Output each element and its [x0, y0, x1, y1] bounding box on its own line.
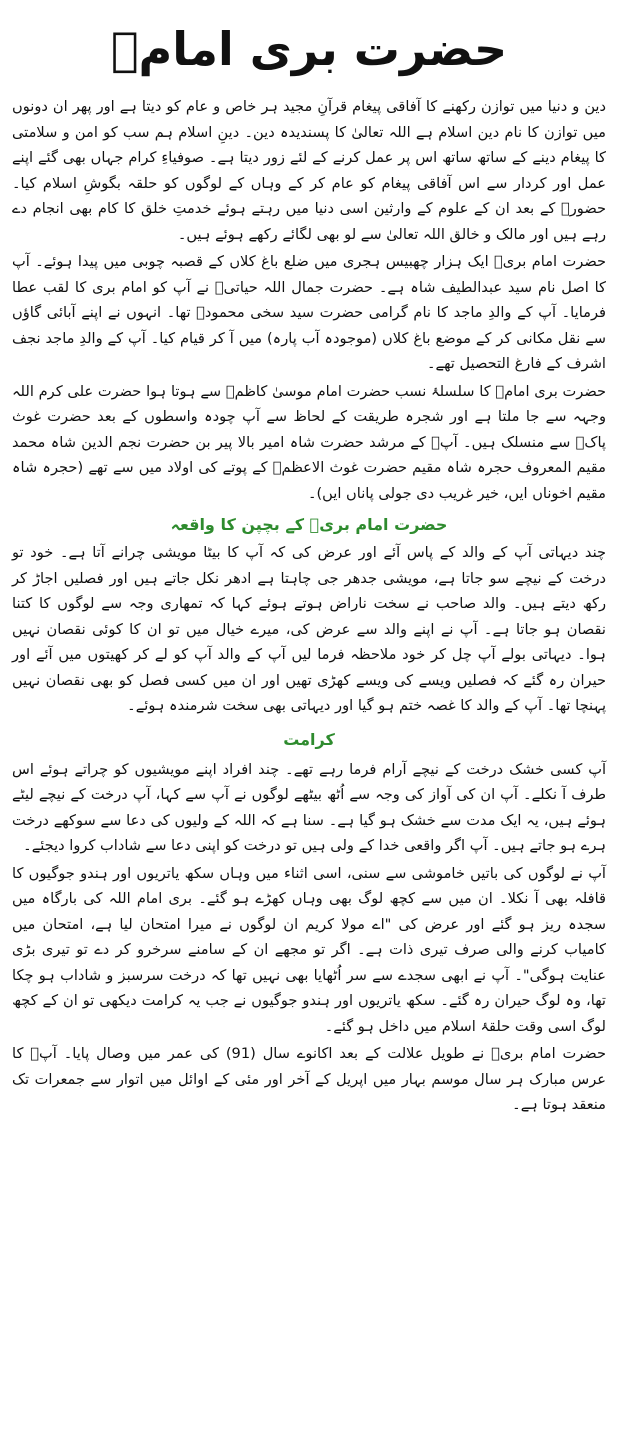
section-heading-karamat: کرامت: [283, 729, 335, 749]
closing-paragraph: حضرت امام بریؒ نے طویل علالت کے بعد اکانوے سال (91) کی عمر میں وصال پایا۔ آپؒ کا عرس مبارک ہر سال موسم بہار میں اپریل کے آخر اور مئی کے اوائل میں اتوار سے جمعرات تک منعقد ہوتا ہے۔: [12, 1045, 606, 1113]
karamat-paragraph-2: آپ نے لوگوں کی باتیں خاموشی سے سنی، اسی اثناء میں وہاں سکھ یاتریوں اور ہندو جوگیوں کا قافلہ بھی آ نکلا۔ ان میں سے کچھ لوگ بھی وہاں کھڑے ہو گئے۔ بری امام اللہ کی بارگاہ میں سجدہ ریز ہو گئے اور عرض کی "اے مولا کریم ان لوگوں نے میرا امتحان لیا ہے، امتحان میں کامیاب کرنے والی صرف تیری ذات ہے۔ اگر تو مجھے ان کے سامنے سرخرو کر دے تو تیری بڑی عنایت ہوگی"۔ آپ نے ابھی سجدے سے سر اُٹھایا بھی نہیں تھا کہ درخت سرسبز و شاداب ہو چکا تھا، وہ لوگ حیران رہ گئے۔ سکھ یاتریوں اور ہندو جوگیوں نے جب یہ کرامت دیکھی تو ان کے کچھ لوگ اسی وقت حلقۂ اسلام میں داخل ہو گئے۔: [12, 864, 606, 1035]
intro-paragraph-2: حضرت امام بریؒ ایک ہزار چھبیس ہجری میں ضلع باغ کلاں کے قصبہ چوبی میں پیدا ہوئے۔ آپ کا اصل نام سید عبدالطیف شاہ ہے۔ حضرت جمال اللہ حیاتیؒ نے آپ کو امام بری کا لقب عطا فرمایا۔ آپ کے والدِ ماجد کا نام گرامی حضرت سید سخی محمودؒ تھا۔ انہوں نے اپنے آبائی گاؤں سے نقل مکانی کر کے موضع باغ کلاں (موجودہ آب پارہ) میں آ کر قیام کیا۔ آپ کے والدِ ماجد نجف اشرف کے فارغ التحصیل تھے۔: [12, 253, 606, 372]
karamat-paragraph-1: آپ کسی خشک درخت کے نیچے آرام فرما رہے تھے۔ چند افراد اپنے مویشیوں کو چراتے ہوئے اس طرف آ نکلے۔ آپ ان کی آواز کی وجہ سے اُٹھ بیٹھے لوگوں نے آپ سے کہا، آپ درخت کے نیچے لیٹے ہوئے ہیں، یہ ایک مدت سے خشک ہو گیا ہے۔ سنا ہے کہ اللہ کے ولیوں کی دعا سے سوکھے درخت ہرے ہو جاتے ہیں۔ آپ اگر واقعی خدا کے ولی ہیں تو درخت کو اپنی دعا سے شاداب کروا دیجئے۔: [12, 760, 606, 854]
intro-paragraph-3: حضرت بری امامؒ کا سلسلۂ نسب حضرت امام موسیٰ کاظمؒ سے ہوتا ہوا حضرت علی کرم اللہ وجہہ سے جا ملتا ہے اور شجرہ طریقت کے لحاظ سے آپ چودہ واسطوں کے بعد حضرت غوث پاکؒ سے منسلک ہیں۔ آپؒ کے مرشد حضرت شاہ امیر بالا پیر بن حضرت نجم الدین شاہ محمد مقیم المعروف حجرہ شاہ مقیم حضرت غوث الاعظمؒ کے پوتے کی اولاد میں سے تھے (حجرہ شاہ مقیم اخوناں ایں، خیر غریب دی جولی پاناں ایں)۔: [12, 382, 606, 502]
section-heading-childhood: حضرت امام بریؒ کے بچپن کا واقعہ: [170, 515, 448, 534]
intro-paragraph-1: دین و دنیا میں توازن رکھنے کا آفاقی پیغام قرآنِ مجید ہر خاص و عام کو دیتا ہے اور پھر ان دونوں میں توازن کا نام دین اسلام ہے اللہ تعالیٰ کا پسندیدہ دین۔ دینِ اسلام ہم سب کو امن و سلامتی کا پیغام دینے کے ساتھ ساتھ اس پر عمل کرنے کے لئے زور دیتا ہے۔ صوفیاءِ کرام جہاں بھی گئے اپنے عمل اور کردار سے اس آفاقی پیغام کو عام کر کے وہاں کے لوگوں کو حلقہ بگوشِ اسلام کیا۔ حضورؐ کے بعد ان کے علوم کے وارثین اسی دنیا میں رہتے ہوئے خدمتِ خلق کا کام بھی انجام دے رہے ہیں اور مالک و خالق اللہ تعالیٰ سے لو بھی لگائے رکھے ہوئے ہیں۔: [12, 98, 606, 243]
page-title: حضرت بری امامؒ: [110, 22, 508, 76]
childhood-paragraph-1: چند دیہاتی آپ کے والد کے پاس آئے اور عرض کی کہ آپ کا بیٹا مویشی چرانے آتا ہے۔ خود تو درخت کے نیچے سو جاتا ہے، مویشی جدھر جی چاہتا ہے ادھر نکل جاتے ہیں اور فصلیں اجاڑ کر رکھ دیتے ہیں۔ والد صاحب نے سخت ناراض ہوتے ہوئے کہا کہ تمھاری وجہ سے لوگوں کا کتنا نقصان ہو جاتا ہے۔ آپ نے اپنے والد سے عرض کی، میرے خیال میں تو ان کا کوئی نقصان نہیں ہوا۔ دیہاتی بولے آپ چل کر خود ملاحظہ فرما لیں آپ کے والد آپ کو لے کر کھیتوں میں آئے اور حیران رہ گئے کہ فصلیں ویسے کی ویسے کھڑی تھیں اور ان میں کسی فصل کو بھی نقصان نہیں پہنچا تھا۔ آپ کے والد کا غصہ ختم ہو گیا اور دیہاتی بھی سخت شرمندہ ہوئے۔: [12, 544, 606, 714]
